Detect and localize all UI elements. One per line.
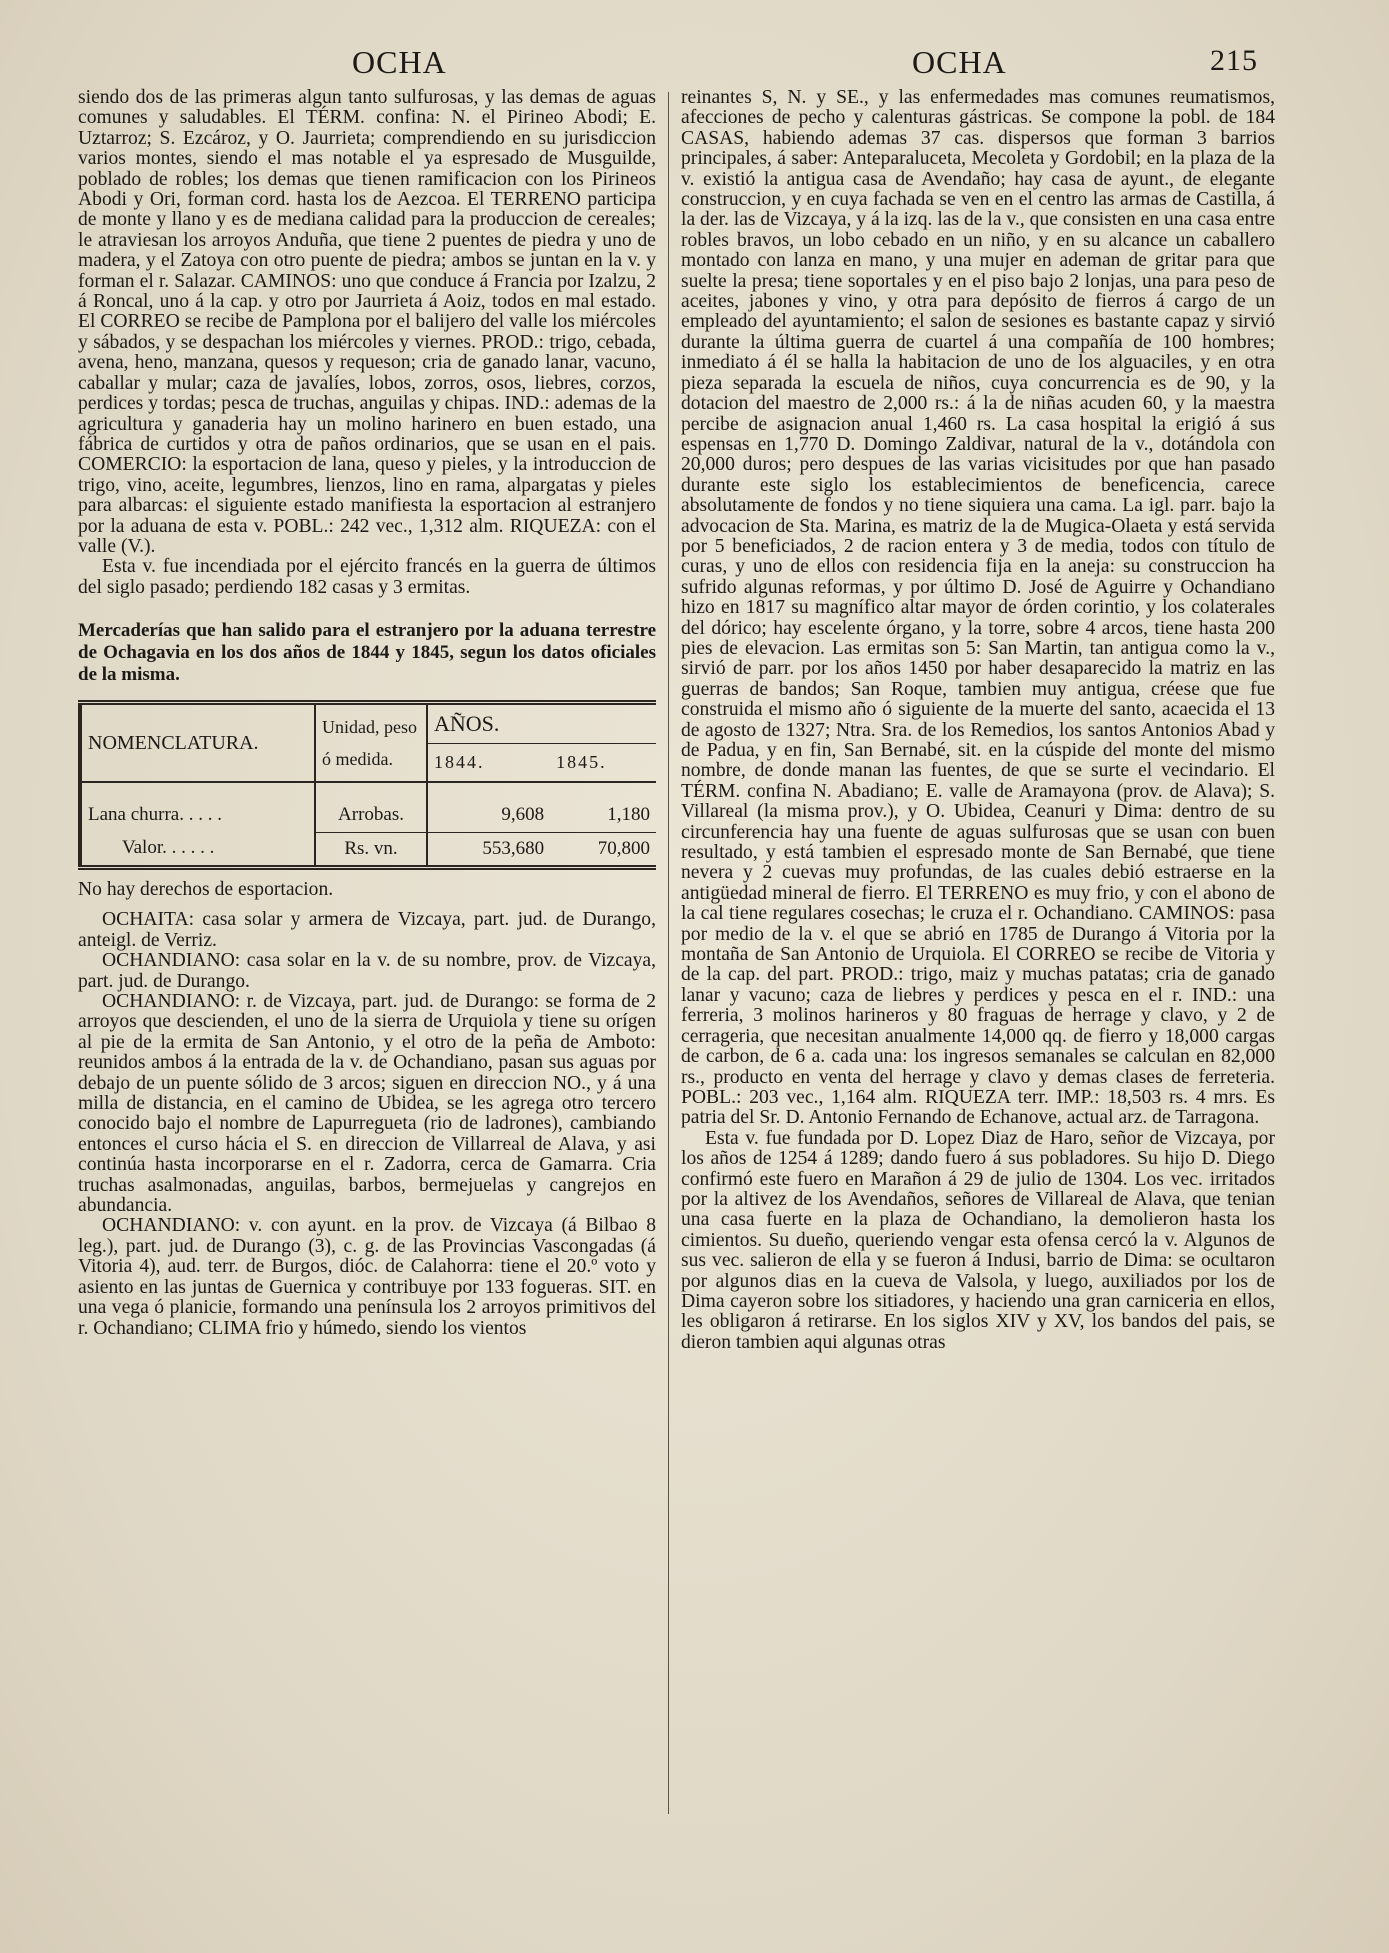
paragraph-ochandiano-continued: reinantes S, N. y SE., y las enfermedades mas comunes reumatismos, afecciones de pecho y calenturas gástricas. Se compone la pobl. de 184 CASAS, habiendo ademas 37 cas. dispersos que forman 3 barrios principales, á saber: Anteparaluceta, Mecoleta y Gordobil; en la plaza de la v. existió la antigua casa de Avendaño; hay casa de ayunt., de elegante construccion, y en cuya fachada se ven en el centro las armas de Castilla, á la der. las de Vizcaya, y á la izq. las de la v., que consisten en una casa entre robles bravos, un lobo cebado en un niño, y en su alcance un caballero montado con lanza en mano, y una mujer en ademan de gritar para que suelte la presa; tiene soportales y en el piso bajo 2 lonjas, una para peso de aceites, jabones y vino, y otra para depósito de fierros á cargo de un empleado del ayuntamiento; el salon de sesiones es bastante capaz y sirvió durante la última guerra de cuartel á una compañía de 100 hombres; inmediato á él se halla la habitacion de uno de los alguaciles, y en otra pieza separada la escuela de niños, cuya concurrencia es de 90, y la dotacion del maestro de 2,000 rs.: á la de niñas acuden 60, y la maestra percibe de asignacion anual 1,460 rs. La casa hospital la erigió á sus espensas en 1,770 D. Domingo Zaldivar, natural de la v., dotándola con 20,000 duros; pero despues de las varias vicisitudes por que han pasado durante este siglo los establecimientos de beneficencia, carece absolutamente de fondos y no tiene siquiera una cama. La igl. parr. bajo la advocacion de Sta. Marina, es matriz de la de Mugica-Olaeta y está servida por 5 beneficiados, 2 de racion entera y 3 de media, todos con título de curas, y uno de ellos con residencia fija en la aneja: su construccion ha sufrido algunas reformas, y por último D. José de Aguirre y Ochandiano hizo en 1817 su magnífico altar mayor de órden corintio, y los colaterales del dórico; hay escelente órgano, y la torre, sobre 4 arcos, tiene hasta 200 pies de elevacion. Las ermitas son 5: San Martin, tan antigua como la v., sirvió de parr. por los años 1450 por haber desaparecido la matriz en las guerras de bandos; San Roque, tambien muy antigua, créese que fue construida el mismo año ó siguiente de la muerte del santo, acaecida el 13 de agosto de 1327; Ntra. Sra. de los Remedios, los santos Antonios Abad y de Padua, y en fin, San Bernabé, sit. en la cúspide del monte del mismo nombre, de donde manan las fuentes, de que se surte el vecindario. El TÉRM. confina N. Abadiano; E. valle de Aramayona (prov. de Alava); S. Villareal (la misma prov.), y O. Ubidea, Ceanuri y Dima: dentro de su circunferencia hay una fuente de aguas sulfurosas que se usan con buen resultado, y está tambien el espresado monte de San Bernabé, que tiene nevera y 2 cuevas muy profundas, de las cuales debió estraerse en la antigüedad mineral de fierro. El TERRENO es muy frio, y con el abono de la cal tiene regulares cosechas; le cruza el r. Ochandiano. CAMINOS: pasa por medio de la v. el que se abrió en 1785 de Durango á Vitoria por la montaña de San Antonio de Urquiola. El CORREO se recibe de Vitoria y de la cap. del part. PROD.: trigo, maiz y muchas patatas; cria de ganado lanar y vacuno; caza de liebres y perdices y pesca en el r. IND.: una ferreria, 3 molinos harineros y 80 fraguas de herrage y clavo, y 2 de cerrageria, que necesitan anualmente 14,000 qq. de fierro y 18,000 cargas de carbon, de 6 a. cada una: los ingresos semanales se calculan en 82,000 rs., producto en venta del herrage y clavo y demas clases de ferreteria. POBL.: 203 vec., 1,164 alm. RIQUEZA terr. IMP.: 18,503 rs. 4 mrs. Es patria del Sr. D. Antonio Fernando de Echanove, actual arz. de Tarragona. [681,87,1276,1129]
header-unidad-line2: ó medida. [322,749,393,770]
export-table [78,700,656,870]
entry-ochandiano-casa: OCHANDIANO: casa solar en la v. de su nombre, prov. de Vizcaya, part. jud. de Durango. [78,950,656,992]
row-value-1845: 1,180 [607,804,650,826]
row-unit: Rs. vn. [315,832,427,867]
entry-ochandiano-villa: OCHANDIANO: v. con ayunt. en la prov. de Vizcaya (á Bilbao 8 leg.), part. jud. de Durango (3), c. g. de las Provincias Vascongadas (á Vitoria 4), aud. terr. de Burgos, dióc. de Calahorra: tiene el 20.º voto y asiento en las juntas de Guernica y contribuye por 133 fogueras. SIT. en una vega ó planicie, formando una península los 2 arroyos primitivos del r. Ochandiano; CLIMA frio y húmedo, siendo los vientos [78,1215,656,1339]
row-value-1844: 9,608 [427,782,550,832]
table-title: Mercaderías que han salido para el estranjero por la aduana terrestre de Ochagavia en los dos años de 1844 y 1845, segun los datos oficiales de la misma. [78,620,656,686]
running-header-right: OCHA [912,44,1007,80]
paragraph-fire-history: Esta v. fue incendiada por el ejército francés en la guerra de últimos del siglo pasado; perdiendo 182 casas y 3 ermitas. [78,556,656,598]
table-row [80,782,656,832]
header-year-1845: 1845. [550,743,656,782]
paragraph-no-export-duties: No hay derechos de esportacion. [78,878,334,900]
header-unidad [315,703,427,783]
header-anos: AÑOS. [427,703,656,744]
table-row [80,832,656,867]
left-column [78,88,656,1339]
row-name: Lana churra. . . . . [88,804,222,826]
entry-ochandiano-rio: OCHANDIANO: r. de Vizcaya, part. jud. de Durango: se forma de 2 arroyos que descienden, el uno de la sierra de Urquiola y tiene su orígen al pie de la ermita de San Antonio, y el otro de la peña de Amboto: reunidos ambos á la entrada de la v. de Ochandiano, pasan sus aguas por debajo de un puente sólido de 3 arcos; siguen en direccion NO., y á una milla de distancia, en el camino de Ubidea, se les agrega otro tercero conocido bajo el nombre de Lapurregueta (rio de ladrones), cambiando entonces el curso hácia el S. en direccion de Villarreal de Alava, y asi continúa hasta incorporarse en el r. Zadorra, cerca de Gamarra. Cria truchas asalmonadas, anguilas, barbos, bermejuelas y cangrejos en abundancia. [78,991,656,1217]
row-value-1845: 70,800 [550,832,656,867]
header-unidad-line1: Unidad, peso [322,717,417,738]
row-unit: Arrobas. [315,782,427,832]
paragraph-ochagavia-description: siendo dos de las primeras algun tanto sulfurosas, y las demas de aguas comunes y saludables. El TÉRM. confina: N. el Pirineo Abodi; E. Uztarroz; S. Ezcároz, y O. Jaurrieta; comprendiendo en su jurisdiccion varios montes, siendo el mas notable el ya espresado de Musguilde, poblado de robles; los demas que tienen ramificacion con los Pirineos Abodi y Ori, forman cord. hasta los de Aezcoa. El TERRENO participa de monte y llano y es de mediana calidad para la produccion de cereales; le atraviesan los arroyos Anduña, que tiene 2 puentes de piedra y uno de madera, y el Zatoya con otro puente de piedra; ambos se juntan en la v. y forman el r. Salazar. CAMINOS: uno que conduce á Francia por Izalzu, 2 á Roncal, uno á la cap. y otro por Jaurrieta á Aoiz, todos en mal estado. El CORREO se recibe de Pamplona por el balijero del valle los miércoles y sábados, y se despachan los miércoles y viernes. PROD.: trigo, cebada, avena, heno, manzana, quesos y requeson; cria de ganado lanar, vacuno, caballar y mular; caza de javalíes, lobos, zorros, osos, liebres, corzos, perdices y tordas; pesca de truchas, anguilas y chipas. IND.: ademas de la agricultura y ganaderia hay un molino harinero en buen estado, una fábrica de curtidos y otra de paños ordinarios, que se usan en el pais. COMERCIO: la esportacion de lana, queso y pieles, y la introduccion de trigo, vino, aceite, legumbres, lienzos, lino en rama, alpargatas y pieles para albarcas: el siguiente estado manifiesta la esportacion al estranjero por la aduana de esta v. POBL.: 242 vec., 1,312 alm. RIQUEZA: con el valle (V.). [78,87,656,557]
running-header-left: OCHA [352,44,447,80]
row-value-1844: 553,680 [427,832,550,867]
row-name: Valor. . . . . . [122,837,215,859]
paragraph-ochandiano-history: Esta v. fue fundada por D. Lopez Diaz de Haro, señor de Vizcaya, por los años de 1254 á 1289; dando fuero á sus pobladores. Su hijo D. Diego confirmó este fuero en Marañon á 29 de julio de 1304. Los vec. irritados por la altivez de los Avendaños, señores de Villareal de Alava, que tenian una casa fuerte en la plaza de Ochandiano, la demolieron hasta los cimientos. Su dueño, queriendo vengar esta ofensa cercó la v. Algunos de sus vec. salieron de ella y se fueron á Indusi, barrio de Dima: se ocultaron por algunos dias en la cueva de Valsola, y luego, auxiliados por los de Dima cayeron sobre los sitiadores, y haciendo una gran carniceria en ellos, les obligaron á retirarse. En los siglos XIV y XV, los bandos del pais, se dieron tambien aqui algunas otras [681,1127,1275,1353]
header-year-1844: 1844. [427,743,550,782]
entry-ochaita: OCHAITA: casa solar y armera de Vizcaya, part. jud. de Durango, anteigl. de Verriz. [78,909,656,951]
page-number: 215 [1210,44,1258,77]
right-column [681,88,1275,1353]
column-divider [668,92,669,1814]
header-nomenclatura: NOMENCLATURA. [80,703,315,783]
